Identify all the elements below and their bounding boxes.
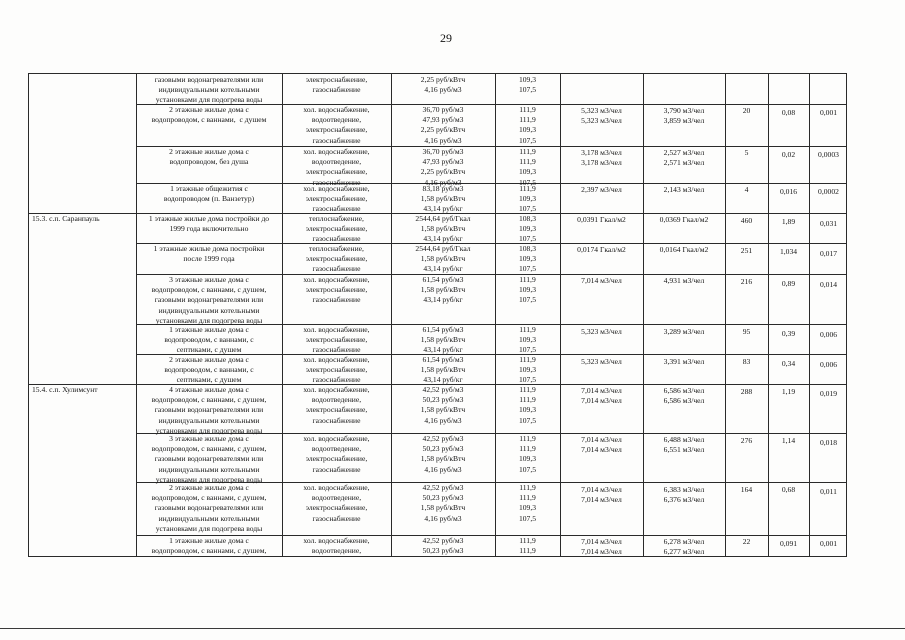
value-cell: 0,0003 (818, 150, 839, 159)
index-cell: 111,9 111,9 109,3 107,5 (518, 105, 537, 145)
index-cell: 111,9 109,3 107,5 (518, 355, 537, 385)
norm-cell: 0,0391 Гкал/м2 (577, 215, 626, 224)
housing-type-cell: 4 этажные жилые дома с водопроводом, с ваннами, с душем, газовыми водонагревателями или индивидуальными котельными установками для подогрева воды (151, 385, 267, 435)
index-cell: 111,9 111,9 109,3 107,5 (518, 147, 537, 187)
norm-cell: 2,397 м3/чел (581, 185, 622, 194)
count-cell: 22 (742, 537, 751, 546)
count-cell: 20 (742, 106, 751, 115)
services-cell: хол. водоснабжение, водоотведение, электроснабжение, газоснабжение (303, 105, 370, 145)
count-cell: 95 (742, 327, 751, 336)
value-cell: 0,017 (819, 249, 838, 258)
count-cell: 276 (740, 436, 753, 445)
value-cell: 0,014 (819, 280, 838, 289)
tariff-cell: 42,52 руб/м3 50,23 руб/м3 1,58 руб/кВтч 4,16 руб/м3 (420, 385, 466, 425)
norm-cell: 7,014 м3/чел 7,014 м3/чел (581, 485, 622, 505)
norm-cell: 3,178 м3/чел 3,178 м3/чел (581, 148, 622, 168)
housing-type-cell: 1 этажные жилые дома с водопроводом, с ваннами, с душем, (151, 536, 267, 556)
count-cell: 216 (740, 277, 753, 286)
norm-cell: 3,391 м3/чел (663, 357, 705, 366)
value-cell: 0,006 (819, 330, 838, 339)
value-cell: 0,006 (819, 360, 838, 369)
housing-type-cell: газовыми водонагревателями или индивидуальными котельными установками для подогрева воды (154, 75, 264, 105)
value-cell: 1,14 (781, 436, 796, 445)
norm-cell: 7,014 м3/чел 7,014 м3/чел (581, 386, 622, 406)
norm-cell: 7,014 м3/чел (581, 276, 622, 285)
index-cell: 111,9 111,9 109,3 107,5 (518, 483, 537, 523)
tariff-cell: 36,70 руб/м3 47,93 руб/м3 2,25 руб/кВтч 4,16 руб/м3 (420, 147, 466, 187)
services-cell: хол. водоснабжение, водоотведение, электроснабжение, газоснабжение (303, 385, 370, 425)
tariff-cell: 2544,64 руб/Гкал 1,58 руб/кВтч 43,14 руб/кг (415, 244, 471, 274)
tariff-cell: 2544,64 руб/Гкал 1,58 руб/кВтч 43,14 руб/кг (415, 214, 471, 244)
value-cell: 0,001 (819, 539, 838, 548)
norm-cell: 0,0174 Гкал/м2 (577, 245, 626, 254)
norm-cell: 5,323 м3/чел 5,323 м3/чел (581, 106, 622, 126)
tariff-cell: 42,52 руб/м3 50,23 руб/м3 1,58 руб/кВтч 4,16 руб/м3 (420, 434, 466, 474)
tariff-cell: 61,54 руб/м3 1,58 руб/кВтч 43,14 руб/кг (420, 355, 466, 385)
page-number: 29 (440, 31, 452, 45)
count-cell: 5 (744, 148, 749, 157)
value-cell: 1,034 (779, 247, 798, 256)
norm-cell: 7,014 м3/чел 7,014 м3/чел (581, 537, 622, 557)
services-cell: хол. водоснабжение, водоотведение, (303, 536, 370, 556)
housing-type-cell: 3 этажные жилые дома с водопроводом, с ваннами, с душем, газовыми водонагревателями или индивидуальными котельными установками для подогрева воды (151, 275, 267, 325)
index-cell: 109,3 107,5 (518, 75, 537, 95)
index-cell: 111,9 111,9 109,3 107,5 (518, 385, 537, 425)
value-cell: 1,19 (781, 387, 796, 396)
norm-cell: 2,527 м3/чел 2,571 м3/чел (663, 148, 705, 168)
value-cell: 1,89 (781, 217, 796, 226)
services-cell: хол. водоснабжение, электроснабжение, газоснабжение (303, 275, 370, 305)
count-cell: 251 (740, 246, 753, 255)
value-cell: 0,011 (820, 487, 837, 496)
norm-cell: 6,278 м3/чел 6,277 м3/чел (663, 537, 705, 557)
norm-cell: 6,586 м3/чел 6,586 м3/чел (663, 386, 705, 406)
services-cell: теплоснабжение, электроснабжение, газоснабжение (305, 214, 368, 244)
housing-type-cell: 2 этажные жилые дома с водопроводом, с ваннами, с душем, газовыми водонагревателями или индивидуальными котельными установками для подогрева воды (151, 483, 267, 533)
index-cell: 111,9 109,3 107,5 (518, 184, 537, 214)
norm-cell: 6,488 м3/чел 6,551 м3/чел (663, 435, 705, 455)
count-cell: 83 (742, 357, 751, 366)
norm-cell: 5,323 м3/чел (581, 327, 622, 336)
norm-cell: 2,143 м3/чел (663, 185, 705, 194)
count-cell: 288 (740, 387, 753, 396)
value-cell: 0,016 (779, 187, 798, 196)
norm-cell: 3,289 м3/чел (663, 327, 705, 336)
housing-type-cell: 1 этажные общежития с водопроводом (п. Ванзетур) (163, 184, 255, 204)
index-cell: 111,9 109,3 107,5 (518, 275, 537, 305)
value-cell: 0,68 (781, 485, 796, 494)
value-cell: 0,89 (781, 279, 796, 288)
count-cell: 4 (744, 185, 749, 194)
value-cell: 0,091 (779, 539, 798, 548)
index-cell: 108,3 109,3 107,5 (518, 214, 537, 244)
norm-cell: 3,790 м3/чел 3,859 м3/чел (663, 106, 705, 126)
services-cell: хол. водоснабжение, водоотведение, электроснабжение, газоснабжение (303, 147, 370, 187)
area-label: 15.3. с.п. Саранпауль (32, 214, 100, 223)
housing-type-cell: 1 этажные жилые дома постройки до 1999 года включительно (148, 214, 270, 234)
tariff-cell: 36,70 руб/м3 47,93 руб/м3 2,25 руб/кВтч 4,16 руб/м3 (420, 105, 466, 145)
value-cell: 0,019 (819, 389, 838, 398)
norm-cell: 0,0164 Гкал/м2 (659, 245, 709, 254)
index-cell: 111,9 109,3 107,5 (518, 325, 537, 355)
housing-type-cell: 3 этажные жилые дома с водопроводом, с ваннами, с душем, газовыми водонагревателями или индивидуальными котельными установками для подогрева воды (151, 434, 267, 484)
norm-cell: 5,323 м3/чел (581, 357, 622, 366)
value-cell: 0,0002 (818, 187, 839, 196)
norm-cell: 6,383 м3/чел 6,376 м3/чел (663, 485, 705, 505)
count-cell: 460 (740, 216, 753, 225)
tariff-cell: 42,52 руб/м3 50,23 руб/м3 1,58 руб/кВтч 4,16 руб/м3 (420, 483, 466, 523)
tariff-cell: 61,54 руб/м3 1,58 руб/кВтч 43,14 руб/кг (420, 275, 466, 305)
housing-type-cell: 2 этажные жилые дома с водопроводом, с ваннами, с душем (151, 105, 267, 125)
norm-cell: 0,0369 Гкал/м2 (659, 215, 709, 224)
norm-cell: 7,014 м3/чел 7,014 м3/чел (581, 435, 622, 455)
services-cell: хол. водоснабжение, водоотведение, электроснабжение, газоснабжение (303, 434, 370, 474)
housing-type-cell: 2 этажные жилые дома с водопроводом, без душа (169, 147, 249, 167)
area-label: 15.4. с.п. Хулимсунт (32, 385, 98, 394)
value-cell: 0,02 (781, 150, 796, 159)
value-cell: 0,031 (819, 219, 838, 228)
index-cell: 108,3 109,3 107,5 (518, 244, 537, 274)
tariff-cell: 2,25 руб/кВтч 4,16 руб/м3 (420, 75, 466, 95)
housing-type-cell: 2 этажные жилые дома с водопроводом, с ваннами, с септиками, с душем (164, 355, 254, 385)
tariff-cell: 42,52 руб/м3 50,23 руб/м3 (422, 536, 464, 556)
index-cell: 111,9 111,9 109,3 107,5 (518, 434, 537, 474)
norm-cell: 4,931 м3/чел (663, 276, 705, 285)
count-cell: 164 (740, 485, 753, 494)
index-cell: 111,9 111,9 (519, 536, 536, 556)
value-cell: 0,39 (781, 329, 796, 338)
value-cell: 0,08 (781, 108, 796, 117)
scan-edge-line (0, 628, 905, 629)
value-cell: 0,001 (819, 108, 838, 117)
services-cell: хол. водоснабжение, электроснабжение, газоснабжение (303, 325, 370, 355)
value-cell: 0,34 (781, 359, 796, 368)
tariff-cell: 83,18 руб/м3 1,58 руб/кВтч 43,14 руб/кг (420, 184, 466, 214)
services-cell: хол. водоснабжение, водоотведение, электроснабжение, газоснабжение (303, 483, 370, 523)
value-cell: 0,018 (819, 438, 838, 447)
housing-type-cell: 1 этажные жилые дома постройки после 1999 года (153, 244, 265, 264)
services-cell: электроснабжение, газоснабжение (305, 75, 368, 95)
housing-type-cell: 1 этажные жилые дома с водопроводом, с ваннами, с септиками, с душем (164, 325, 254, 355)
tariff-cell: 61,54 руб/м3 1,58 руб/кВтч 43,14 руб/кг (420, 325, 466, 355)
services-cell: теплоснабжение, электроснабжение, газоснабжение (305, 244, 368, 274)
tariff-table (28, 73, 847, 557)
services-cell: хол. водоснабжение, электроснабжение, газоснабжение (303, 184, 370, 214)
services-cell: хол. водоснабжение, электроснабжение, газоснабжение (303, 355, 370, 385)
